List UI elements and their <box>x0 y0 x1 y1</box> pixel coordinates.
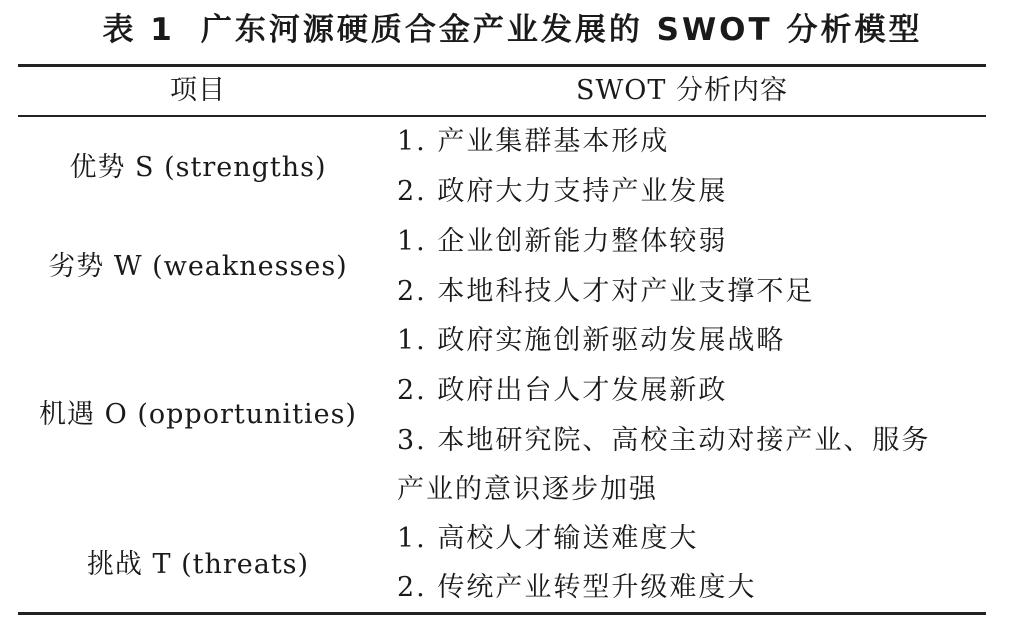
content-line: 2. 政府出台人才发展新政 <box>397 375 728 406</box>
table-caption <box>0 4 1025 56</box>
column-header-content: SWOT 分析内容 <box>576 75 788 106</box>
content-line: 1. 企业创新能力整体较弱 <box>397 226 728 257</box>
row-label-weaknesses: 劣势 W (weaknesses) <box>48 251 348 282</box>
content-line: 2. 政府大力支持产业发展 <box>397 176 728 207</box>
table-title: 广东河源硬质合金产业发展的 SWOT 分析模型 <box>200 12 923 48</box>
content-line: 1. 产业集群基本形成 <box>397 126 670 157</box>
content-line: 1. 高校人才输送难度大 <box>397 523 699 554</box>
row-label-threats: 挑战 T (threats) <box>86 549 310 580</box>
content-line: 2. 本地科技人才对产业支撑不足 <box>397 276 815 307</box>
content-line: 3. 本地研究院、高校主动对接产业、服务 <box>397 425 931 456</box>
table-number: 表 1 <box>102 12 175 48</box>
content-line: 1. 政府实施创新驱动发展战略 <box>397 325 786 356</box>
column-header-item: 项目 <box>170 75 226 106</box>
bottom-rule <box>18 612 986 615</box>
row-label-opportunities: 机遇 O (opportunities) <box>39 399 357 430</box>
row-label-strengths: 优势 S (strengths) <box>69 152 327 183</box>
content-line: 产业的意识逐步加强 <box>397 474 658 505</box>
content-line: 2. 传统产业转型升级难度大 <box>397 572 757 603</box>
